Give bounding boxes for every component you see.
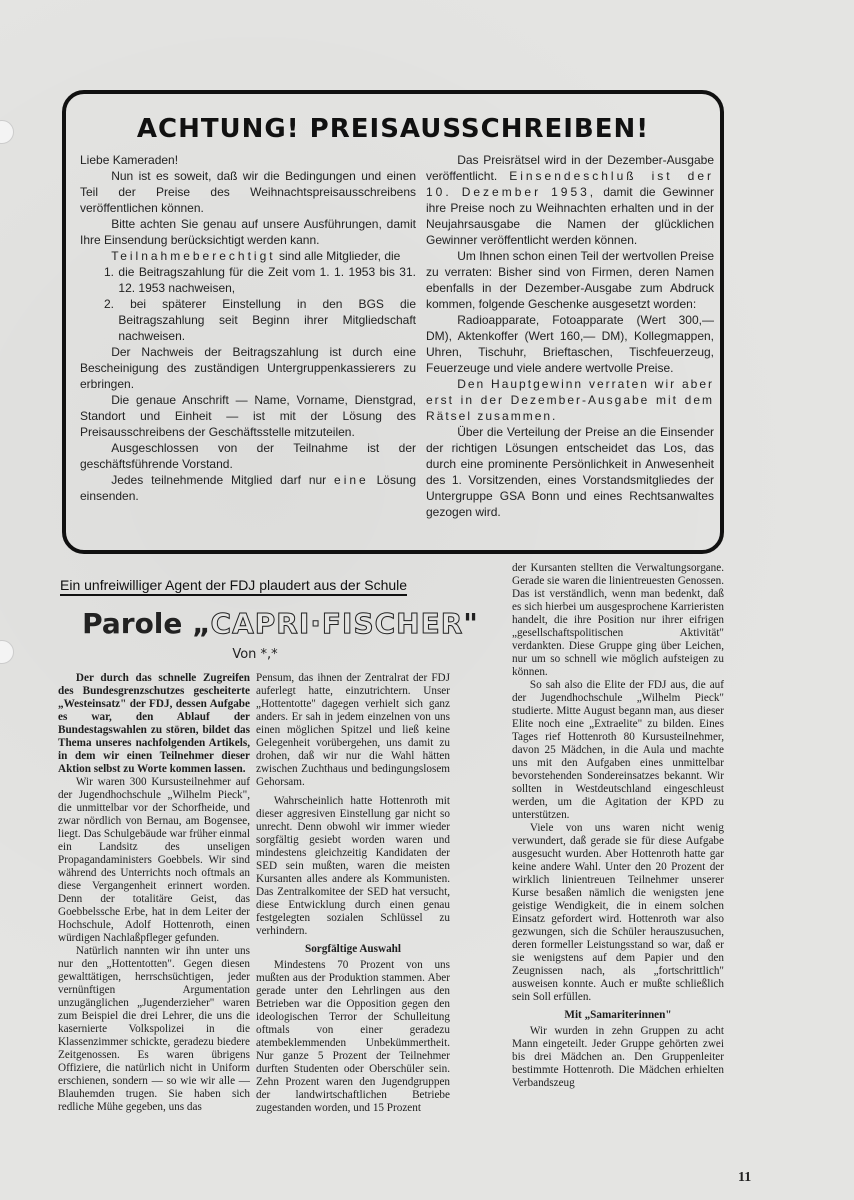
- lead-paragraph: Der durch das schnelle Zugreifen des Bundesgrenzschutzes gescheiterte „Westeinsatz" der FDJ, dessen Aufgabe es war, den Ablauf der Bundestagswahlen zu stören, bildet das Thema unseres nachfolgenden Artikels, in dem wir einen Teilnehmer dieser Aktion selbst zu Worte kommen lassen.: [58, 672, 250, 775]
- emphasis: eine: [334, 473, 369, 487]
- paragraph: [80, 248, 416, 264]
- text: Jedes teilnehmende Mitglied darf nur: [111, 473, 327, 487]
- paragraph: [426, 152, 714, 248]
- subheading: Sorgfältige Auswahl: [304, 943, 402, 955]
- text: Das Preisrätsel wird in der Dezember-Ausgabe veröffentlicht.: [426, 153, 714, 183]
- title-suffix: ": [463, 607, 478, 640]
- punch-hole: [0, 640, 14, 664]
- article-column-2: [256, 672, 450, 1115]
- paragraph: Ausgeschlossen von der Teilnahme ist der geschäftsführende Vorstand.: [80, 441, 416, 471]
- emphasis: Einsendeschluß ist der 10. Dezember 1953,: [426, 169, 714, 199]
- page-number: 11: [738, 1170, 752, 1185]
- paragraph: Viele von uns waren nicht wenig verwundert, daß gerade sie für diese Aufgabe ausgesucht wurden. Aber Hottenroth hatte gar keine andere Wahl. Unter den 20 Prozent der wirklich linientreuen Teilnehmer unserer Kurse besaßen nämlich die wenigsten jene geistige Wendigkeit, die in einem solchen Einsatz gefordert wird. Hottenroth war also gezwungen, sich die Schüler herauszusuchen, deren formeller Leistungsstand so war, daß er sie wenigstens auf dem Papier und den Zeugnissen nach, als „fortschrittlich" ausweisen konnte. Auch er mußte schließlich sein Soll erfüllen.: [512, 822, 724, 1003]
- prize-contest-box: [62, 90, 724, 554]
- box-title: ACHTUNG! PREISAUSSCHREIBEN!: [136, 114, 650, 144]
- paragraph: Wir waren 300 Kursusteilnehmer auf der Jugendhochschule „Wilhelm Pieck", die unmittelbar vor der Schorfheide, und zwar nördlich von Bernau, am Bogensee, liegt. Das Schulgebäude war früher einmal ein Landsitz des unseligen Propagandaministers Goebbels. Wir sind während des Unterrichts noch oftmals an diese Vergangenheit erinnert worden. Denn der totalitäre Geist, das Goebbelssche Erbe, hat in dem Leiter der Hochschule, Adolf Hottenroth, einen würdigen Nachlaßpfleger gefunden.: [58, 776, 250, 944]
- paragraph: Wir wurden in zehn Gruppen zu acht Mann eingeteilt. Jeder Gruppe gehörten zwei bis drei Mädchen an. Den Gruppenleiter bestimmte Hottenroth. Die Mädchen erhielten Verbandszeug: [512, 1025, 724, 1089]
- emphasis: Teilnahmeberechtigt: [111, 249, 276, 263]
- article-column-3: [512, 562, 724, 1090]
- list-item: 2. bei späterer Einstellung in den BGS die Beitragszahlung seit Beginn ihrer Mitgliedschaft nachweisen.: [104, 297, 416, 343]
- article-title: [30, 607, 530, 640]
- prize-list: Radioapparate, Fotoapparate (Wert 300,— DM), Aktenkoffer (Wert 160,— DM), Kollegmappen, Uhren, Tischuhr, Brieftaschen, Tischfeuerzeug, Feuerzeuge und viele andere wertvolle Preise.: [426, 313, 714, 375]
- paragraph: Die genaue Anschrift — Name, Vorname, Dienstgrad, Standort und Einheit — ist mit der Lösung des Preisausschreibens der Geschäftsstelle mitzuteilen.: [80, 393, 416, 439]
- title-main: CAPRI·FISCHER: [210, 607, 464, 640]
- byline: Von *,*: [232, 647, 278, 662]
- paragraph: Nun ist es soweit, daß wir die Bedingungen und einen Teil der Preise des Weihnachtspreisausschreibens veröffentlichen können.: [80, 169, 416, 215]
- paragraph: Natürlich nannten wir ihn unter uns nur den „Hottentotten". Gegen diesen gewalttätigen, herrschsüchtigen, jeder vernünftigen Argumentation unzugänglichen „Jugenderzieher" waren zum Beispiel die drei Lehrer, die uns die kasernierte Volkspolizei in die Klassenzimmer schickte, geradezu biedere Zeitgenossen. Es waren übrigens Offiziere, die natürlich nicht in Uniform erschienen, sondern — so wie wir alle — Blauhemden trugen. Sie haben sich redliche Mühe gegeben, uns das: [58, 945, 250, 1113]
- paragraph: Den Hauptgewinn verraten wir aber erst in der Dezember-Ausgabe mit dem Rätsel zusammen.: [426, 377, 714, 423]
- text: Lösung einsenden.: [80, 473, 416, 503]
- paragraph: der Kursanten stellten die Verwaltungsorgane. Gerade sie waren die linientreuesten Genossen. Das ist verständlich, wenn man bedenkt, daß es sich hierbei um ausgesprochene Karrieristen handelt, die ihre Position nur ihrer eifrigen „gesellschaftspolitischen Aktivität" verdankten. Diese Gruppe ging über Leichen, nur um so schnell wie möglich aufsteigen zu können.: [512, 562, 724, 678]
- paragraph: Der Nachweis der Beitragszahlung ist durch eine Bescheinigung des zuständigen Untergruppenkassierers zu erbringen.: [80, 345, 416, 391]
- paragraph: Wahrscheinlich hatte Hottenroth mit dieser aggresiven Einstellung gar nicht so unrecht. Denn obwohl wir immer wieder sorgfältig gesiebt worden waren und mindestens gleichzeitig Kandidaten der SED sein mußten, waren die meisten Kursanten alles andere als Kommunisten. Das Zentralkomitee der SED hat versucht, diese Entwicklung durch einen genau festgelegten sozialen Schlüssel zu verhindern.: [256, 795, 450, 937]
- title-prefix: Parole „: [82, 607, 211, 640]
- paragraph: Bitte achten Sie genau auf unsere Ausführungen, damit Ihre Einsendung berücksichtigt werden kann.: [80, 217, 416, 247]
- paragraph: Mindestens 70 Prozent von uns mußten aus der Produktion stammen. Aber gerade unter den Lehrlingen aus den Betrieben war die Opposition gegen den ideologischen Terror der Schulleitung oftmals von einer geradezu atembeklemmenden Unbekümmertheit. Nur ganze 5 Prozent der Teilnehmer durften Studenten oder Oberschüler sein. Zehn Prozent waren den Jugendgruppen der landwirtschaftlichen Betriebe zugestanden worden, und 15 Prozent: [256, 959, 450, 1114]
- text: sind alle Mitglieder, die: [278, 249, 401, 263]
- article-column-1: [58, 672, 250, 1114]
- text: damit die Gewinner ihre Preise noch zu Weihnachten erhalten und in der Neujahrsausgabe die Namen der glücklichen Gewinner veröffentlicht werden können.: [426, 185, 714, 247]
- article-kicker: Ein unfreiwilliger Agent der FDJ plaudert aus der Schule: [60, 577, 407, 596]
- paragraph: So sah also die Elite der FDJ aus, die auf der Jugendhochschule „Wilhelm Pieck" studierte. Mitte August begann man, aus dieser Elite noch eine „Extraelite" zu bilden. Eines Tages rief Hottenroth 80 Kursusteilnehmer, davon 25 Mädchen, in die Aula und machte uns mit den Aufgaben eines unmittelbar bevorstehenden Sondereinsatzes bekannt. Wir sollten in Westdeutschland eingeschleust werden, um die Agitation der KPD zu unterstützen.: [512, 679, 724, 821]
- box-column-right: [426, 152, 714, 520]
- paragraph: Pensum, das ihnen der Zentralrat der FDJ auferlegt hatte, einzutrichtern. Unser „Hottentotte" dagegen verhielt sich ganz anders. Er sah in jedem einzelnen von uns einen möglichen Spitzel und ließ keine Gelegenheit vorübergehen, uns damit zu drohen, daß wir nur die Wahl hätten zwischen Zuchthaus und bedingungslosem Gehorsam.: [256, 672, 450, 788]
- paragraph: Über die Verteilung der Preise an die Einsender der richtigen Lösungen entscheidet das Los, das durch eine prominente Persönlichkeit in Anwesenheit des 1. Vorsitzenden, eines Vorstandsmitgliedes der Untergruppe GSA Bonn und eines Rechtsanwaltes gezogen wird.: [426, 425, 714, 519]
- punch-hole: [0, 120, 14, 144]
- box-column-left: [80, 152, 416, 504]
- list-item: 1. die Beitragszahlung für die Zeit vom 1. 1. 1953 bis 31. 12. 1953 nachweisen,: [104, 265, 416, 295]
- subheading: Mit „Samariterinnen": [564, 1009, 672, 1021]
- greeting: Liebe Kameraden!: [80, 153, 179, 167]
- paragraph: Um Ihnen schon einen Teil der wertvollen Preise zu verraten: Bisher sind von Firmen, deren Namen ebenfalls in der Dezember-Ausgabe zum Abdruck kommen, folgende Geschenke ausgesetzt worden:: [426, 249, 714, 311]
- paragraph: [80, 472, 416, 504]
